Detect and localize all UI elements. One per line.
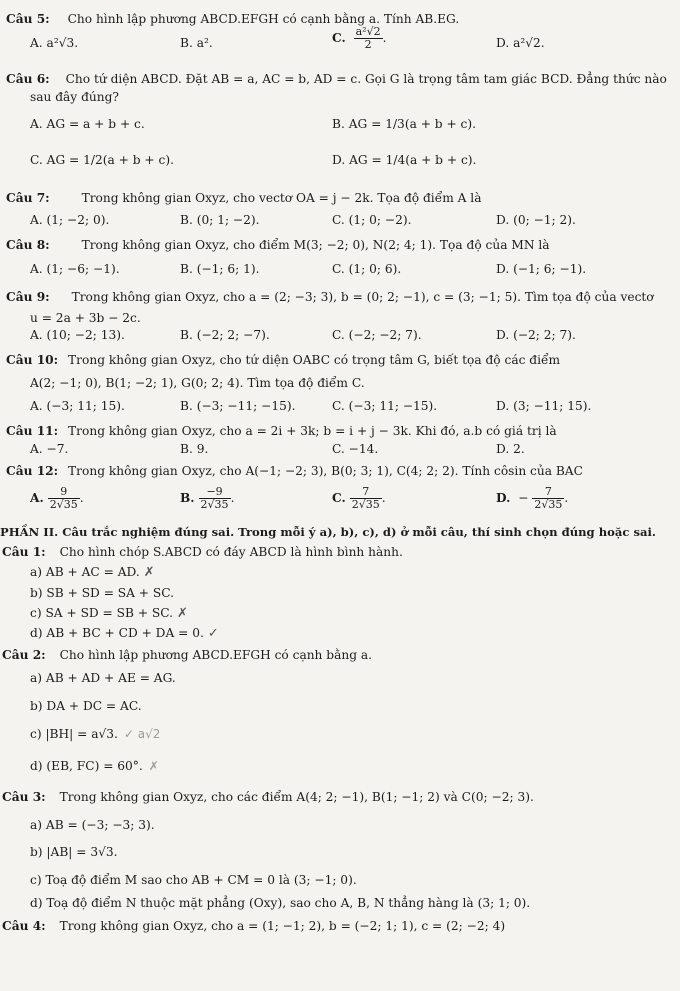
question-9 [6, 290, 654, 304]
option-c: C. (−3; 11; −15). [332, 399, 438, 413]
option-b: B. (0; 1; −2). [180, 213, 260, 227]
cross-mark-icon: ✗ [177, 606, 188, 621]
question-text: Trong không gian Oxyz, cho A(−1; −2; 3), B(0; 3; 1), C(4; 2; 2). Tính côsin của BAC [68, 464, 583, 478]
statement-a: a) AB = (−3; −3; 3). [30, 818, 155, 832]
question-label: Câu 11: [6, 424, 59, 438]
statement-c: c) Toạ độ điểm M sao cho AB + CM = 0 là (3; −1; 0). [30, 873, 357, 887]
statement-a: a) AB + AC = AD. ✗ [30, 565, 155, 580]
option-c: C. (1; 0; 6). [332, 262, 402, 276]
question-label: Câu 4: [2, 919, 46, 933]
question-8 [6, 238, 550, 252]
question-label: Câu 3: [2, 790, 46, 804]
question-label: Câu 7: [6, 191, 50, 205]
handwritten-scribble-icon: ✗ [148, 759, 159, 773]
option-c: C. (−2; −2; 7). [332, 328, 422, 342]
part2-question-3 [2, 790, 534, 804]
option-a: A. a²√3. [30, 36, 79, 50]
option-d: D. (−2; 2; 7). [496, 328, 576, 342]
question-label: Câu 10: [6, 353, 59, 367]
option-c: C. $\frac{\text{a²√2}}{2}$ . [332, 25, 387, 51]
option-c: C. AG = 1/2(a + b + c). [30, 153, 174, 167]
part-2-heading: PHẦN II. Câu trắc nghiệm đúng sai. Trong mỗi ý a), b), c), d) ở mỗi câu, thí sinh chọn đúng hoặc sai. [0, 525, 656, 539]
option-b: B. $\frac{-9}{2√35}$ . [180, 485, 235, 511]
option-a: A. AG = a + b + c. [30, 117, 145, 131]
option-c: C. $\frac{7}{2√35}$ . [332, 485, 386, 511]
option-a: A. −7. [30, 442, 69, 456]
question-text-line2: sau đây đúng? [30, 90, 119, 104]
option-a: A. (10; −2; 13). [30, 328, 125, 342]
option-d: D. a²√2. [496, 36, 545, 50]
question-text: Trong không gian Oxyz, cho vectơ OA = j − 2k. Tọa độ điểm A là [81, 191, 482, 205]
option-a: A. $\frac{9}{2√35}$ . [30, 485, 84, 511]
option-b: B. a². [180, 36, 213, 50]
question-text: Trong không gian Oxyz, cho các điểm A(4; 2; −1), B(1; −1; 2) và C(0; −2; 3). [59, 790, 534, 804]
fraction: $\frac{\text{a²√2}}{2}$ [355, 25, 381, 51]
question-text: Trong không gian Oxyz, cho tứ diện OABC có trọng tâm G, biết tọa độ các điểm [68, 353, 561, 367]
question-label: Câu 5: [6, 12, 50, 26]
option-d: D. AG = 1/4(a + b + c). [332, 153, 477, 167]
option-a: A. (1; −2; 0). [30, 213, 110, 227]
cross-mark-icon: ✗ [143, 565, 155, 580]
question-label: Câu 8: [6, 238, 50, 252]
check-mark-icon: ✓ [207, 626, 219, 641]
statement-b: b) DA + DC = AC. [30, 699, 142, 713]
option-b: B. (−2; 2; −7). [180, 328, 270, 342]
statement-c: c) SA + SD = SB + SC. ✗ [30, 606, 188, 621]
statement-b: b) |AB| = 3√3. [30, 845, 118, 859]
question-text: Trong không gian Oxyz, cho a = (2; −3; 3), b = (0; 2; −1), c = (3; −1; 5). Tìm tọa độ của vectơ [71, 290, 654, 304]
question-text: Cho hình chóp S.ABCD có đáy ABCD là hình bình hành. [59, 545, 403, 559]
statement-b: b) SB + SD = SA + SC. [30, 586, 175, 600]
question-10 [6, 353, 560, 367]
statement-d: d) (EB, FC) = 60°. ✗ [30, 759, 159, 773]
option-d: D. (3; −11; 15). [496, 399, 592, 413]
question-7 [6, 191, 481, 205]
statement-c: c) |BH| = a√3. ✓ a√2 [30, 727, 161, 741]
option-d: D. − $\frac{7}{2√35}$ . [496, 485, 569, 511]
statement-d: d) Toạ độ điểm N thuộc mặt phẳng (Oxy), sao cho A, B, N thẳng hàng là (3; 1; 0). [30, 896, 531, 910]
question-text: Cho tứ diện ABCD. Đặt AB = a, AC = b, AD = c. Gọi G là trọng tâm tam giác BCD. Đẳng thức nào [65, 72, 667, 86]
question-text: Trong không gian Oxyz, cho điểm M(3; −2; 0), N(2; 4; 1). Tọa độ của MN là [81, 238, 550, 252]
question-text: Cho hình lập phương ABCD.EFGH có cạnh bằng a. Tính AB.EG. [67, 12, 460, 26]
option-c: C. −14. [332, 442, 379, 456]
part2-question-1 [2, 545, 403, 559]
option-b: B. (−3; −11; −15). [180, 399, 296, 413]
option-b: B. (−1; 6; 1). [180, 262, 260, 276]
option-d: D. (0; −1; 2). [496, 213, 576, 227]
question-text-line2: A(2; −1; 0), B(1; −2; 1), G(0; 2; 4). Tìm tọa độ điểm C. [30, 376, 365, 390]
question-text-line2: u = 2a + 3b − 2c. [30, 311, 141, 325]
question-12 [6, 464, 583, 478]
question-label: Câu 1: [2, 545, 46, 559]
question-text: Trong không gian Oxyz, cho a = (1; −1; 2), b = (−2; 1; 1), c = (2; −2; 4) [59, 919, 506, 933]
statement-d: d) AB + BC + CD + DA = 0. ✓ [30, 626, 219, 641]
option-a: A. (−3; 11; 15). [30, 399, 125, 413]
option-b: B. AG = 1/3(a + b + c). [332, 117, 477, 131]
question-label: Câu 6: [6, 72, 50, 86]
option-d: D. (−1; 6; −1). [496, 262, 587, 276]
statement-a: a) AB + AD + AE = AG. [30, 671, 176, 685]
handwritten-scribble-icon: ✓ a√2 [123, 727, 161, 741]
option-d: D. 2. [496, 442, 525, 456]
question-6 [6, 72, 667, 86]
option-a: A. (1; −6; −1). [30, 262, 120, 276]
option-c: C. (1; 0; −2). [332, 213, 412, 227]
question-text: Cho hình lập phương ABCD.EFGH có cạnh bằng a. [59, 648, 373, 662]
part2-question-2 [2, 648, 372, 662]
question-text: Trong không gian Oxyz, cho a = 2i + 3k; b = i + j − 3k. Khi đó, a.b có giá trị là [68, 424, 557, 438]
question-11 [6, 424, 557, 438]
question-5 [6, 12, 459, 26]
question-label: Câu 9: [6, 290, 50, 304]
question-label: Câu 12: [6, 464, 59, 478]
part2-question-4 [2, 919, 505, 933]
option-b: B. 9. [180, 442, 209, 456]
question-label: Câu 2: [2, 648, 46, 662]
